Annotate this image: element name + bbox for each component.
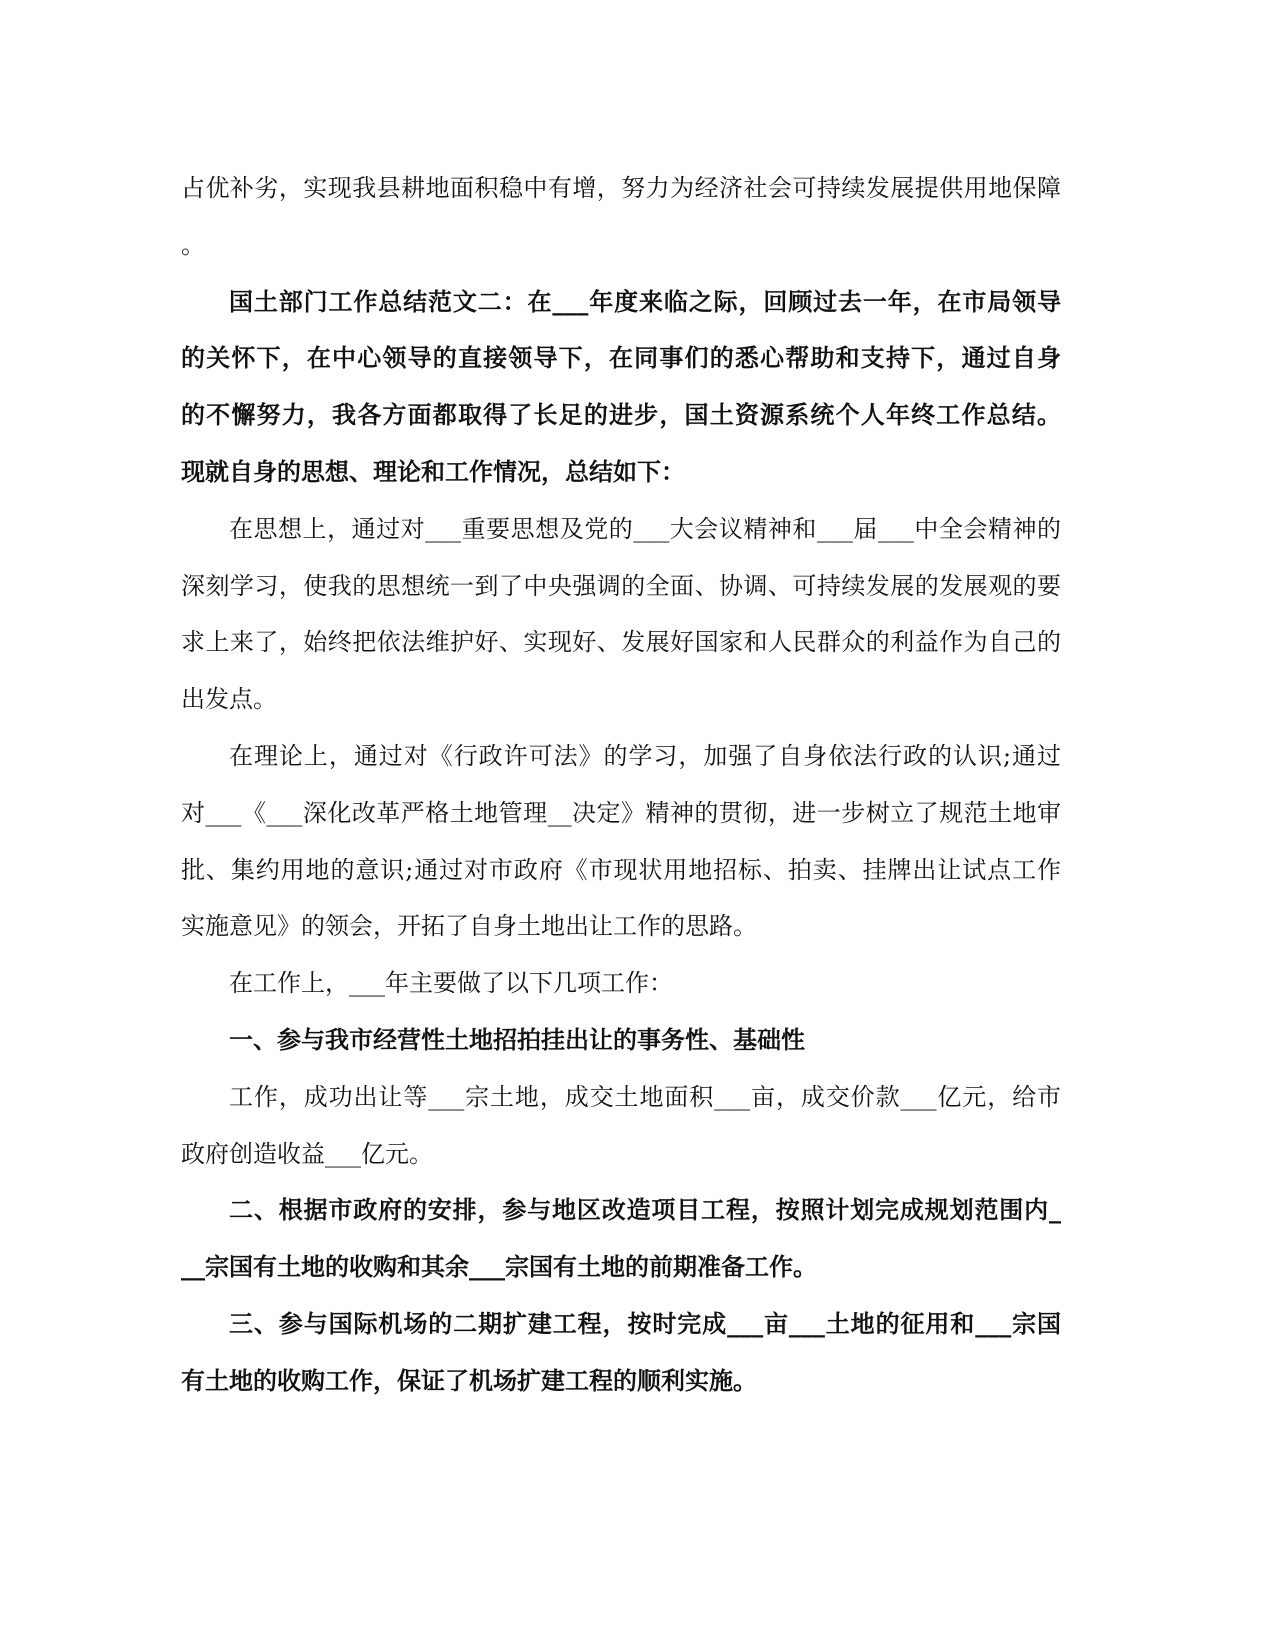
text-line: 二、根据市政府的安排，参与地区改造项目工程，按照计划完成规划范围内_: [229, 1195, 1061, 1225]
text-line: __宗国有土地的收购和其余___宗国有土地的前期准备工作。: [181, 1252, 817, 1282]
text-line: 在工作上，___年主要做了以下几项工作：: [229, 969, 673, 998]
text-line: 工作，成功出让等___宗土地，成交土地面积___亩，成交价款___亿元，给市: [229, 1082, 1061, 1111]
text-line: 一、参与我市经营性土地招拍挂出让的事务性、基础性: [229, 1024, 805, 1054]
text-line: 批、集约用地的意识;通过对市政府《市现状用地招标、拍卖、挂牌出让试点工作: [181, 855, 1061, 884]
text-line: 实施意见》的领会，开拓了自身土地出让工作的思路。: [181, 912, 757, 941]
text-line: 有土地的收购工作，保证了机场扩建工程的顺利实施。: [181, 1365, 757, 1395]
text-line: 求上来了，始终把依法维护好、实现好、发展好国家和人民群众的利益作为自己的: [181, 628, 1061, 657]
text-line: 的不懈努力，我各方面都取得了长足的进步，国土资源系统个人年终工作总结。: [181, 400, 1061, 430]
text-line: 政府创造收益___亿元。: [181, 1139, 433, 1168]
text-line: 现就自身的思想、理论和工作情况，总结如下：: [181, 456, 685, 486]
text-line: 对___《___深化改革严格土地管理__决定》精神的贯彻，进一步树立了规范土地审: [181, 798, 1061, 827]
text-line: 在理论上，通过对《行政许可法》的学习，加强了自身依法行政的认识;通过: [229, 741, 1061, 770]
text-line: 出发点。: [181, 685, 277, 714]
text-line: 三、参与国际机场的二期扩建工程，按时完成___亩___土地的征用和___宗国: [229, 1308, 1061, 1338]
text-line: 的关怀下，在中心领导的直接领导下，在同事们的悉心帮助和支持下，通过自身: [181, 343, 1061, 373]
text-line: 深刻学习，使我的思想统一到了中央强调的全面、协调、可持续发展的发展观的要: [181, 571, 1061, 600]
text-line: 在思想上，通过对___重要思想及党的___大会议精神和___届___中全会精神的: [229, 514, 1061, 543]
text-line: 。: [181, 230, 205, 259]
text-line: 国土部门工作总结范文二：在___年度来临之际，回顾过去一年，在市局领导: [229, 286, 1061, 316]
document-page: [181, 160, 1061, 1410]
text-line: 占优补劣，实现我县耕地面积稳中有增，努力为经济社会可持续发展提供用地保障: [181, 174, 1061, 202]
